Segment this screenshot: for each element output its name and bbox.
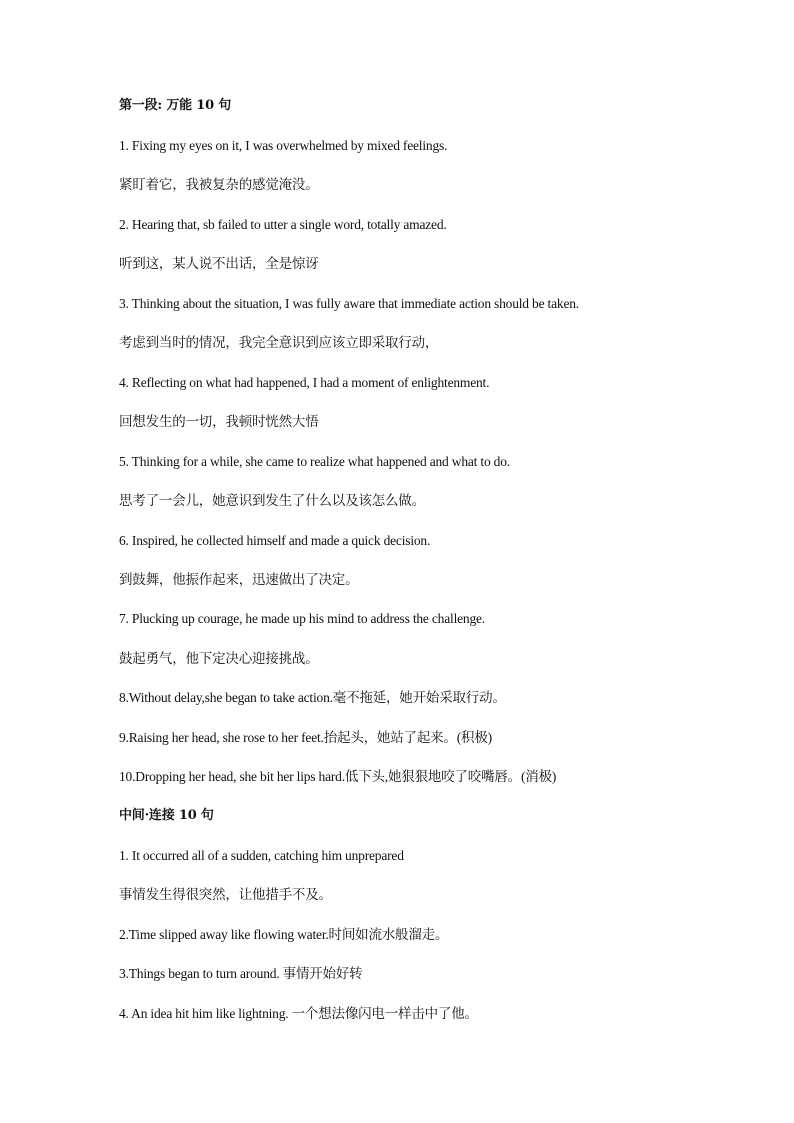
sentence-en-7: 7. Plucking up courage, he made up his mind to address the challenge.	[119, 611, 485, 626]
sentence-en-5: 5. Thinking for a while, she came to realize what happened and what to do.	[119, 454, 510, 469]
sentence-zh-3: 考虑到当时的情况，我完全意识到应该立即采取行动，	[119, 335, 439, 351]
section-heading-connecting: 中间·连接 10 句	[119, 808, 214, 823]
sentence-9: 9.Raising her head, she rose to her feet.抬起头，她站了起来。(积极)	[119, 730, 492, 745]
sentence-zh-6: 到鼓舞，他振作起来，迅速做出了决定。	[119, 572, 359, 588]
sentence-en-2: 2. Hearing that, sb failed to utter a single word, totally amazed.	[119, 217, 447, 232]
sentence-zh-2: 听到这，某人说不出话，全是惊讶	[119, 256, 319, 272]
sentence-en-6: 6. Inspired, he collected himself and made a quick decision.	[119, 533, 431, 548]
sentence-en-4: 4. Reflecting on what had happened, I had a moment of enlightenment.	[119, 375, 490, 390]
sentence-zh-4: 回想发生的一切，我顿时恍然大悟	[119, 414, 319, 430]
sentence-8: 8.Without delay,she began to take action.毫不拖延，她开始采取行动。	[119, 690, 506, 705]
sentence-10: 10.Dropping her head, she bit her lips hard.低下头,她狠狠地咬了咬嘴唇。(消极)	[119, 769, 557, 784]
connect-sentence-2: 2.Time slipped away like flowing water.时间如流水般溜走。	[119, 927, 449, 942]
connect-sentence-en-1: 1. It occurred all of a sudden, catching him unprepared	[119, 848, 404, 863]
connect-sentence-4: 4. An idea hit him like lightning. 一个想法像闪电一样击中了他。	[119, 1006, 478, 1021]
sentence-zh-7: 鼓起勇气，他下定决心迎接挑战。	[119, 651, 319, 667]
sentence-zh-1: 紧盯着它，我被复杂的感觉淹没。	[119, 177, 319, 193]
sentence-zh-5: 思考了一会儿，她意识到发生了什么以及该怎么做。	[119, 493, 425, 509]
sentence-en-3: 3. Thinking about the situation, I was fully aware that immediate action should be taken.	[119, 296, 579, 311]
section-heading-universal: 第一段: 万能 10 句	[119, 98, 232, 113]
connect-sentence-3: 3.Things began to turn around. 事情开始好转	[119, 966, 363, 981]
sentence-en-1: 1. Fixing my eyes on it, I was overwhelmed by mixed feelings.	[119, 138, 448, 153]
connect-sentence-zh-1: 事情发生得很突然，让他措手不及。	[119, 887, 332, 903]
